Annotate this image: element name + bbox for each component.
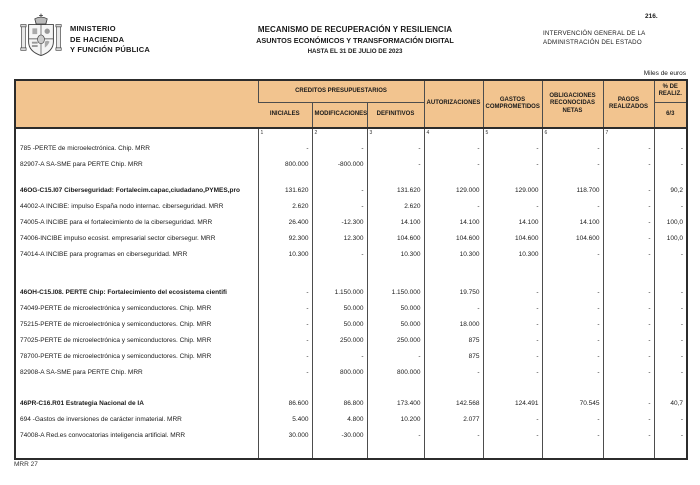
col-header-pagos: PAGOS REALIZADOS (603, 80, 654, 128)
row-label: 75215-PERTE de microelectrónica y semiconductores. Chip. MRR (20, 320, 212, 328)
row-label: 74014-A INCIBE para programas en ciberseguridad. MRR (20, 250, 188, 258)
cell-value: 14.100 (367, 214, 424, 230)
cell-value: 50.000 (312, 316, 367, 332)
cell-value: 14.100 (424, 214, 483, 230)
cell-value: - (654, 140, 687, 156)
title-sub: ASUNTOS ECONÓMICOS Y TRANSFORMACIÓN DIGITAL (256, 36, 454, 45)
cell-value: - (654, 246, 687, 262)
cell-value: - (424, 364, 483, 380)
row-label: 74006-INCIBE impulso ecosist. empresarial sector cibersegur. MRR (20, 234, 216, 242)
agency-line: ADMINISTRACIÓN DEL ESTADO (543, 38, 642, 46)
cell-value: - (603, 140, 654, 156)
cell-value: 90,2 (654, 182, 687, 198)
cell-value: - (654, 411, 687, 427)
cell-value: - (542, 284, 603, 300)
cell-value: - (483, 198, 542, 214)
cell-value: 875 (424, 332, 483, 348)
cell-value: 50.000 (312, 300, 367, 316)
cell-value: 18.000 (424, 316, 483, 332)
cell-value: - (603, 230, 654, 246)
cell-value: 4.800 (312, 411, 367, 427)
cell-value: 40,7 (654, 395, 687, 411)
cell-value: - (603, 395, 654, 411)
cell-value: 875 (424, 348, 483, 364)
cell-value: - (654, 300, 687, 316)
cell-value: 1.150.000 (367, 284, 424, 300)
cell-value: - (483, 364, 542, 380)
cell-value: - (483, 411, 542, 427)
row-label: 82907-A SA-SME para PERTE Chip. MRR (20, 160, 143, 168)
row-label: 694 -Gastos de inversiones de carácter inmaterial. MRR (20, 415, 182, 423)
table-row (15, 214, 687, 230)
table-row (15, 348, 687, 364)
cell-value: 10.200 (367, 411, 424, 427)
cell-value: - (603, 348, 654, 364)
cell-value: - (654, 348, 687, 364)
title-date: HASTA EL 31 DE JULIO DE 2023 (307, 48, 403, 55)
cell-value: 104.600 (483, 230, 542, 246)
row-label: 46OH-C15.I08. PERTE Chip: Fortalecimiento del ecosistema cientifi (20, 288, 227, 296)
cell-value: - (367, 156, 424, 172)
cell-value: - (312, 348, 367, 364)
budget-table (14, 79, 688, 460)
units-label: Miles de euros (643, 70, 686, 77)
cell-value: 1.150.000 (312, 284, 367, 300)
row-label: 46OG-C15.I07 Ciberseguridad: Fortalecim.capac,ciudadano,PYMES,pro (20, 186, 240, 194)
col-header-obligaciones: OBLIGACIONES RECONOCIDAS NETAS (542, 80, 603, 128)
table-row (15, 364, 687, 380)
cell-value: 10.300 (424, 246, 483, 262)
cell-value: - (483, 427, 542, 443)
spacer-row (15, 380, 687, 395)
cell-value: - (367, 427, 424, 443)
cell-value: - (603, 284, 654, 300)
cell-value: - (542, 348, 603, 364)
cell-value: - (654, 284, 687, 300)
row-label: 46PR-C16.R01 Estrategia Nacional de IA (20, 399, 144, 407)
cell-value: 2.077 (424, 411, 483, 427)
cell-value: -30.000 (312, 427, 367, 443)
cell-value: 19.750 (424, 284, 483, 300)
cell-value: - (654, 198, 687, 214)
col-header-iniciales: INICIALES (258, 102, 312, 128)
cell-value: - (603, 246, 654, 262)
ministry-line: DE HACIENDA (70, 34, 125, 44)
cell-value: - (258, 316, 312, 332)
cell-value: 800.000 (367, 364, 424, 380)
column-number-row (15, 128, 687, 140)
cell-value: 10.300 (483, 246, 542, 262)
cell-value: - (424, 140, 483, 156)
column-number: 5 (483, 128, 542, 140)
cell-value: 118.700 (542, 182, 603, 198)
footer-note: MRR 27 (14, 461, 38, 468)
cell-value: 26.400 (258, 214, 312, 230)
cell-value: 100,0 (654, 214, 687, 230)
spacer-row (15, 443, 687, 459)
cell-value: - (542, 427, 603, 443)
col-header-gastos-comprometidos: GASTOS COMPROMETIDOS (483, 80, 542, 128)
cell-value: - (654, 427, 687, 443)
cell-value: - (312, 140, 367, 156)
row-label: 78700-PERTE de microelectrónica y semiconductores. Chip. MRR (20, 352, 212, 360)
cell-value: 2.620 (258, 198, 312, 214)
cell-value: 14.100 (483, 214, 542, 230)
cell-value: - (424, 300, 483, 316)
agency-line: INTERVENCIÓN GENERAL DE LA (543, 30, 646, 37)
cell-value: - (542, 411, 603, 427)
cell-value: 104.600 (424, 230, 483, 246)
cell-value: 5.400 (258, 411, 312, 427)
cell-value: - (603, 182, 654, 198)
spain-coat-of-arms-logo (20, 12, 62, 60)
cell-value: 104.600 (542, 230, 603, 246)
cell-value: - (603, 214, 654, 230)
cell-value: - (258, 348, 312, 364)
row-label: 44002-A INCIBE: impulso España nodo internac. ciberseguridad. MRR (20, 202, 224, 210)
ministry-line: MINISTERIO (70, 24, 116, 33)
cell-value: - (603, 364, 654, 380)
cell-value: - (258, 332, 312, 348)
table-row (15, 395, 687, 411)
spacer-row (15, 262, 687, 284)
table-row (15, 230, 687, 246)
cell-value: - (654, 156, 687, 172)
ministry-name (70, 24, 150, 56)
column-number: 2 (312, 128, 367, 140)
cell-value: 142.568 (424, 395, 483, 411)
cell-value: - (603, 411, 654, 427)
cell-value: 250.000 (367, 332, 424, 348)
cell-value: - (542, 316, 603, 332)
cell-value: 800.000 (258, 156, 312, 172)
cell-value: -800.000 (312, 156, 367, 172)
cell-value: - (424, 156, 483, 172)
row-label: 74005-A INCIBE para el fortalecimiento de la ciberseguridad. MRR (20, 218, 213, 226)
cell-value: 14.100 (542, 214, 603, 230)
title-main: MECANISMO DE RECUPERACIÓN Y RESILIENCIA (257, 25, 453, 34)
cell-value: 173.400 (367, 395, 424, 411)
table-row (15, 284, 687, 300)
cell-value: 50.000 (367, 300, 424, 316)
cell-value: - (542, 198, 603, 214)
cell-value: - (483, 284, 542, 300)
page-number: 216. (645, 13, 658, 20)
row-label: 82908-A SA-SME para PERTE Chip. MRR (20, 368, 143, 376)
cell-value: - (312, 198, 367, 214)
row-label: 74008-A Red.es convocatorias inteligencia artificial. MRR (20, 431, 186, 439)
document-title (215, 25, 495, 55)
cell-value: 70.545 (542, 395, 603, 411)
cell-value: - (542, 156, 603, 172)
cell-value: 50.000 (367, 316, 424, 332)
cell-value: 30.000 (258, 427, 312, 443)
ministry-line: Y FUNCIÓN PÚBLICA (70, 45, 150, 54)
table-row (15, 246, 687, 262)
cell-value: 100,0 (654, 230, 687, 246)
cell-value: - (483, 316, 542, 332)
table-row (15, 411, 687, 427)
column-number: 4 (424, 128, 483, 140)
cell-value: - (312, 246, 367, 262)
cell-value: - (258, 364, 312, 380)
cell-value: - (483, 140, 542, 156)
cell-value: - (654, 332, 687, 348)
agency-name (543, 30, 646, 47)
cell-value: 10.300 (367, 246, 424, 262)
cell-value: - (542, 364, 603, 380)
cell-value: - (483, 300, 542, 316)
cell-value: 129.000 (483, 182, 542, 198)
column-number: 6 (542, 128, 603, 140)
cell-value: - (603, 156, 654, 172)
cell-value: - (654, 316, 687, 332)
cell-value: 12.300 (312, 230, 367, 246)
cell-value: - (367, 348, 424, 364)
cell-value: 10.300 (258, 246, 312, 262)
column-number: 7 (603, 128, 654, 140)
cell-value: - (542, 140, 603, 156)
spacer-row (15, 172, 687, 182)
cell-value: - (603, 198, 654, 214)
table-row (15, 332, 687, 348)
cell-value: 250.000 (312, 332, 367, 348)
cell-value: - (542, 332, 603, 348)
cell-value: 124.491 (483, 395, 542, 411)
cell-value: 131.620 (258, 182, 312, 198)
col-group-creditos: CREDITOS PRESUPUESTARIOS (258, 80, 424, 102)
cell-value: - (603, 316, 654, 332)
col-header-definitivos: DEFINITIVOS (367, 102, 424, 128)
cell-value: - (542, 300, 603, 316)
cell-value: - (483, 348, 542, 364)
cell-value: -12.300 (312, 214, 367, 230)
row-label: 785 -PERTE de microelectrónica. Chip. MRR (20, 144, 150, 152)
cell-value: - (603, 300, 654, 316)
row-label: 77025-PERTE de microelectrónica y semiconductores. Chip. MRR (20, 336, 212, 344)
cell-value: 104.600 (367, 230, 424, 246)
cell-value: 92.300 (258, 230, 312, 246)
cell-value: - (483, 332, 542, 348)
table-row (15, 140, 687, 156)
col-header-pct-formula: 6/3 (654, 102, 687, 128)
cell-value: - (258, 284, 312, 300)
cell-value: - (367, 140, 424, 156)
cell-value: 131.620 (367, 182, 424, 198)
cell-value: - (258, 140, 312, 156)
cell-value: - (424, 198, 483, 214)
cell-value: - (424, 427, 483, 443)
row-label: 74049-PERTE de microelectrónica y semiconductores. Chip. MRR (20, 304, 212, 312)
cell-value: - (542, 246, 603, 262)
table-row (15, 427, 687, 443)
cell-value: - (258, 300, 312, 316)
row-label-header (15, 80, 258, 128)
cell-value: - (312, 182, 367, 198)
cell-value: - (603, 427, 654, 443)
table-row (15, 156, 687, 172)
table-row (15, 300, 687, 316)
col-header-pct-realiz: % DE REALIZ. (654, 80, 687, 102)
column-number: 1 (258, 128, 312, 140)
cell-value: 86.800 (312, 395, 367, 411)
cell-value: - (603, 332, 654, 348)
cell-value: - (483, 156, 542, 172)
column-number: 3 (367, 128, 424, 140)
cell-value: 129.000 (424, 182, 483, 198)
cell-value: 2.620 (367, 198, 424, 214)
table-row (15, 198, 687, 214)
table-row (15, 316, 687, 332)
cell-value: - (654, 364, 687, 380)
cell-value: 86.600 (258, 395, 312, 411)
table-row (15, 182, 687, 198)
col-header-autorizaciones: AUTORIZACIONES (424, 80, 483, 128)
cell-value: 800.000 (312, 364, 367, 380)
col-header-modificaciones: MODIFICACIONES (312, 102, 367, 128)
